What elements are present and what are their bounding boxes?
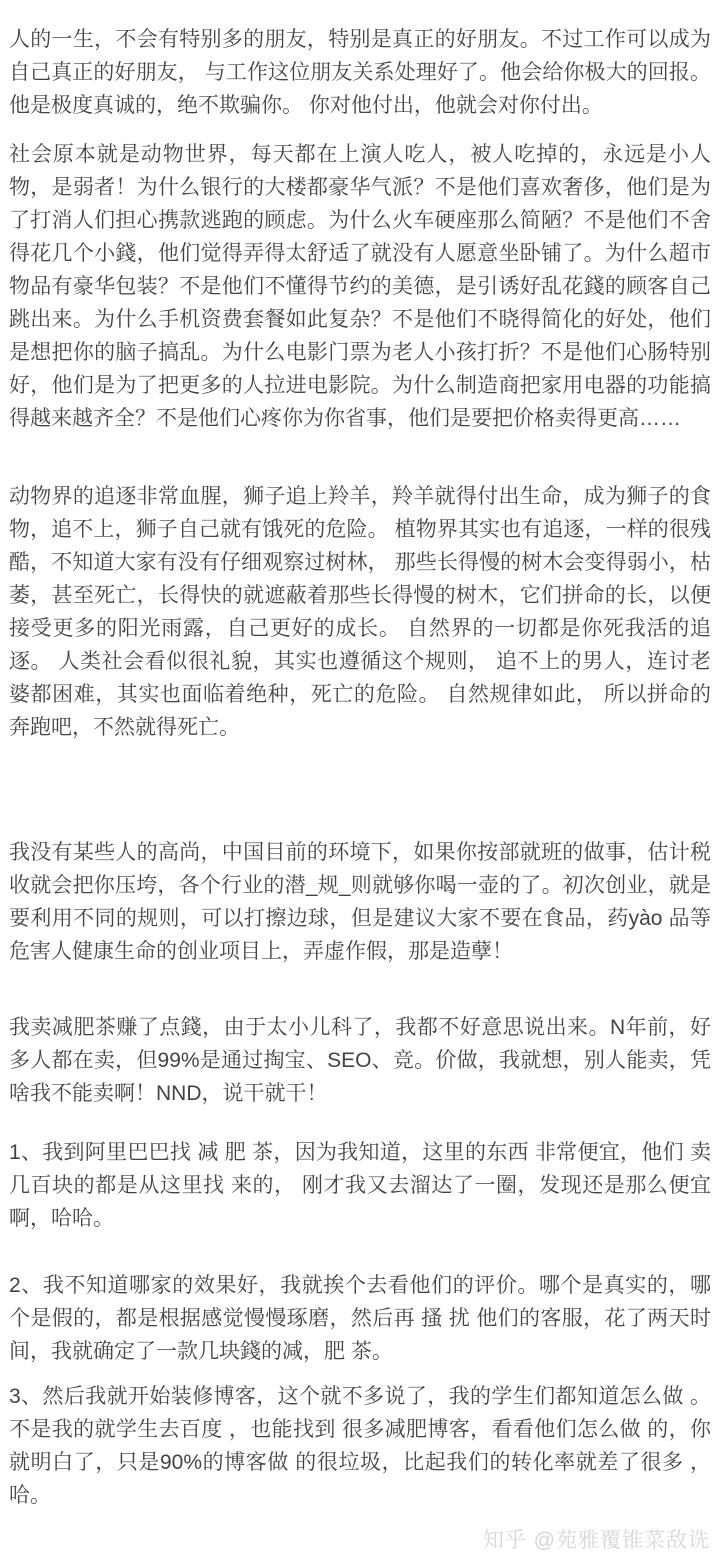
zhihu-watermark bbox=[0, 1524, 720, 1556]
list-item-1: 1、我到阿里巴巴找 减 肥 茶，因为我知道，这里的东西 非常便宜，他们 卖几百块的都是从这里找 来的， 刚才我又去溜达了一圈，发现还是那么便宜啊，哈哈。 bbox=[9, 1141, 711, 1230]
paragraph-animal-world: 社会原本就是动物世界，每天都在上演人吃人，被人吃掉的，永远是小人物，是弱者！为什么银行的大楼都豪华气派？不是他们喜欢奢侈，他们是为了打消人们担心携款逃跑的顾虑。为什么火车硬座那么简陋？不是他们不舍得花几个小錢，他们觉得弄得太舒适了就没有人愿意坐卧铺了。为什么超市物品有豪华包装？不是他们不懂得节约的美德，是引诱好乱花錢的顾客自己跳出来。为什么手机资费套餐如此复杂？不是他们不晓得简化的好处，他们是想把你的脑子搞乱。为什么电影门票为老人小孩打折？不是他们心肠特别好，他们是为了把更多的人拉进电影院。为什么制造商把家用电器的功能搞得越来越齐全？不是他们心疼你为你省事，他们是要把价格卖得更高…… bbox=[9, 143, 711, 430]
zhihu-watermark-handle: @苑雅覆锥菜敌诜 bbox=[533, 1529, 710, 1552]
list-item-2: 2、我不知道哪家的效果好，我就挨个去看他们的评价。哪个是真实的，哪个是假的，都是根据感觉慢慢琢磨，然后再 搔 扰 他们的客服，花了两天时间，我就确定了一款几块錢的减，肥 茶。 bbox=[9, 1274, 711, 1363]
list-item-3: 3、然后我就开始装修博客，这个就不多说了，我的学生们都知道怎么做 。不是我的就学生去百度 ，也能找到 很多减肥博客，看看他们怎么做 的，你就明白了，只是90%的博客做 的很垃圾，比起我们的转化率就差了很多 ，哈。 bbox=[9, 1385, 711, 1507]
zhihu-watermark-brand: 知乎 bbox=[482, 1529, 527, 1552]
paragraph-diet-tea: 我卖减肥茶赚了点錢，由于太小儿科了，我都不好意思说出来。N年前，好多人都在卖，但99%是通过掏宝、SEO、竞。价做，我就想，别人能卖，凭啥我不能卖啊！NND，说干就干！ bbox=[9, 1016, 711, 1105]
paragraph-rules: 我没有某些人的高尚，中国目前的环境下，如果你按部就班的做事，估计税 收就会把你压垮，各个行业的潜_规_则就够你喝一壶的了。初次创业，就是要利用不同的规则，可以打擦边球，但是建议大家不要在食品，药yào 品等危害人健康生命的创业项目上，弄虚作假，那是造孽！ bbox=[9, 841, 711, 963]
paragraph-chase-nature: 动物界的追逐非常血腥，狮子追上羚羊，羚羊就得付出生命，成为狮子的食物，追不上，狮子自己就有饿死的危险。 植物界其实也有追逐，一样的很残酷，不知道大家有没有仔细观察过树林， 那些长得慢的树木会变得弱小，枯萎，甚至死亡，长得快的就遮蔽着那些长得慢的树木，它们拼命的长，以便接受更多的阳光雨露，自己更好的成长。 自然界的一切都是你死我活的追逐。 人类社会看似很礼貌，其实也遵循这个规则， 追不上的男人，连讨老婆都困难，其实也面临着绝种，死亡的危险。 自然规律如此， 所以拼命的奔跑吧，不然就得死亡。 bbox=[9, 485, 711, 739]
paragraph-friendship: 人的一生，不会有特别多的朋友，特别是真正的好朋友。不过工作可以成为自己真正的好朋友， 与工作这位朋友关系处理好了。他会给你极大的回报。他是极度真诚的，绝不欺骗你。 你对他付出，他就会对你付出。 bbox=[9, 28, 711, 117]
